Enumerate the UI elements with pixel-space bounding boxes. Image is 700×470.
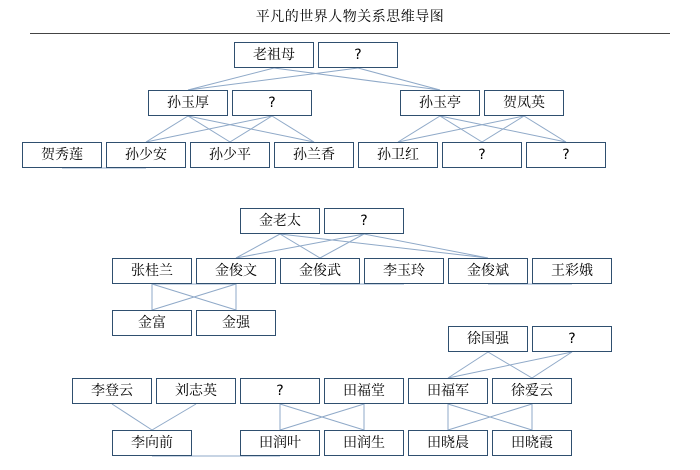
person-node[interactable]: ? [442,142,522,168]
relation-line [146,116,272,142]
relation-line [448,404,532,430]
relation-line [524,116,566,142]
person-node[interactable]: 金俊武 [280,258,360,284]
relation-line [236,234,280,258]
person-node[interactable]: 孙玉厚 [148,90,228,116]
relation-line [448,404,532,430]
relation-line [188,116,314,142]
person-node[interactable]: 田福军 [408,378,488,404]
relation-line [358,68,440,90]
person-node[interactable]: 田晓晨 [408,430,488,456]
relation-line [440,116,482,142]
person-node[interactable]: 刘志英 [156,378,236,404]
relation-line [236,234,364,258]
relation-line [448,352,572,378]
relation-line [152,404,196,430]
person-node[interactable]: ? [232,90,312,116]
page-title: 平凡的世界人物关系思维导图 [255,9,445,25]
relation-line [280,234,488,258]
person-node[interactable]: ? [532,326,612,352]
relation-line [280,404,364,430]
person-node[interactable]: 孙卫红 [358,142,438,168]
person-node[interactable]: ? [318,42,398,68]
relation-line [398,116,524,142]
relation-line [230,116,272,142]
person-node[interactable]: 孙兰香 [274,142,354,168]
person-node[interactable]: 张桂兰 [112,258,192,284]
relation-line [398,116,440,142]
person-node[interactable]: ? [240,378,320,404]
person-node[interactable]: 田福堂 [324,378,404,404]
relation-line [152,284,236,310]
person-node[interactable]: 贺凤英 [484,90,564,116]
person-node[interactable]: 孙玉亭 [400,90,480,116]
person-node[interactable]: 孙少安 [106,142,186,168]
relation-line [482,116,524,142]
person-node[interactable]: 老祖母 [234,42,314,68]
person-node[interactable]: 李玉玲 [364,258,444,284]
person-node[interactable]: 贺秀莲 [22,142,102,168]
person-node[interactable]: 金俊文 [196,258,276,284]
person-node[interactable]: 田润叶 [240,430,320,456]
relation-line [440,116,566,142]
relation-line [320,234,364,258]
person-node[interactable]: 李登云 [72,378,152,404]
person-node[interactable]: 徐爱云 [492,378,572,404]
relation-line [152,284,236,310]
person-node[interactable]: 金俊斌 [448,258,528,284]
person-node[interactable]: 王彩娥 [532,258,612,284]
relation-line [188,68,358,90]
relation-line [364,234,488,258]
person-node[interactable]: 徐国强 [448,326,528,352]
relation-line [272,116,314,142]
person-node[interactable]: 李向前 [112,430,192,456]
person-node[interactable]: ? [526,142,606,168]
relation-line [274,68,440,90]
relation-line [112,404,152,430]
person-node[interactable]: 孙少平 [190,142,270,168]
relation-line [532,352,572,378]
person-node[interactable]: ? [324,208,404,234]
relation-line [280,404,364,430]
relation-line [188,116,230,142]
person-node[interactable]: 田润生 [324,430,404,456]
person-node[interactable]: 金强 [196,310,276,336]
relation-line [448,352,488,378]
person-node[interactable]: 金富 [112,310,192,336]
person-node[interactable]: 田晓霞 [492,430,572,456]
relation-line [488,352,532,378]
relation-line [280,234,320,258]
relation-line [146,116,188,142]
person-node[interactable]: 金老太 [240,208,320,234]
relation-line [188,68,274,90]
title-divider [30,33,670,34]
